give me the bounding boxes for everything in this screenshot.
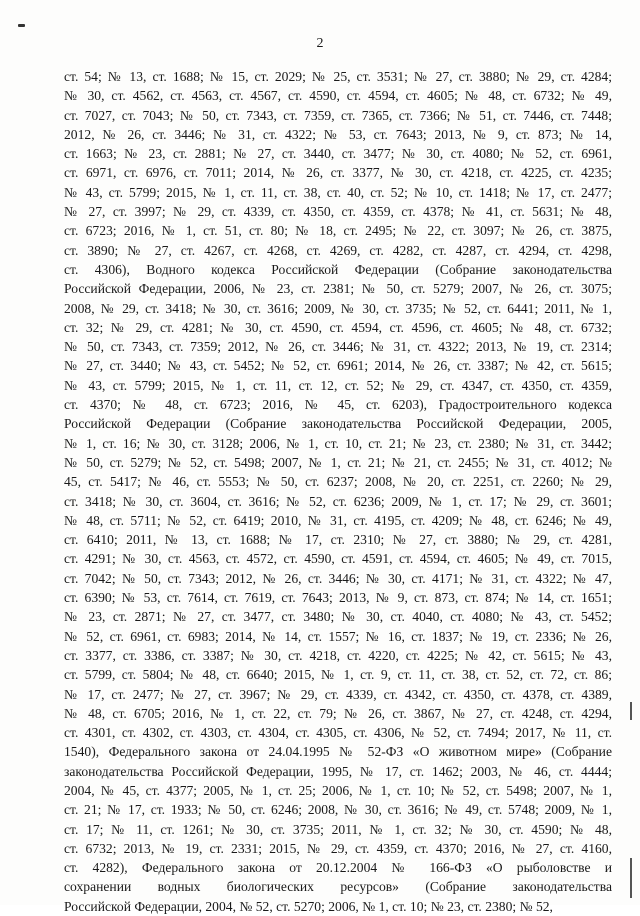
text-line: ст. 3377, ст. 3386, ст. 3387; № 30, ст. 4218, ст. 4220, ст. 4225; № 42, ст. 5615; № 43, (64, 647, 612, 663)
text-line: ст. 3890; № 27, ст. 4267, ст. 4268, ст. 4269, ст. 4282, ст. 4287, ст. 4294, ст. 4298, (64, 242, 612, 258)
text-line: ст. 54; № 13, ст. 1688; № 15, ст. 2029; № 25, ст. 3531; № 27, ст. 3880; № 29, ст. 4284; (64, 69, 612, 84)
text-line: ст. 4370; № 48, ст. 6723; 2016, № 45, ст. 6203), Градостроительного кодекса (64, 397, 612, 413)
text-line: ст. 32; № 29, ст. 4281; № 30, ст. 4590, ст. 4594, ст. 4596, ст. 4605; № 48, ст. 6732; (64, 319, 612, 335)
text-line: № 48, ст. 6705; 2016, № 1, ст. 22, ст. 79; № 26, ст. 3867, № 27, ст. 4248, ст. 4294, (64, 705, 612, 721)
text-line: Российской Федерации (Собрание законодательства Российской Федерации, 2005, (64, 416, 612, 432)
text-line: № 43, ст. 5799; 2015, № 1, ст. 11, ст. 38, ст. 40, ст. 52; № 10, ст. 1418; № 17, ст. 2477; (64, 184, 612, 200)
text-line: № 50, ст. 7343, ст. 7359; 2012, № 26, ст. 3446; № 31, ст. 4322; 2013, № 19, ст. 2314; (64, 339, 612, 355)
text-line: ст. 1663; № 23, ст. 2881; № 27, ст. 3440, ст. 3477; № 30, ст. 4080; № 52, ст. 6961, (64, 146, 612, 162)
scan-edge-mark (630, 702, 632, 720)
page-number: 2 (316, 36, 324, 51)
text-line: ст. 7027, ст. 7043; № 50, ст. 7343, ст. 7359, ст. 7365, ст. 7366; № 51, ст. 7446, ст. 7448; (64, 107, 612, 123)
text-line: № 48, ст. 5711; № 52, ст. 6419; 2010, № 31, ст. 4195, ст. 4209; № 48, ст. 6246; № 49, (64, 512, 612, 528)
text-line: ст. 4291; № 30, ст. 4563, ст. 4572, ст. 4590, ст. 4591, ст. 4594, ст. 4605; № 49, ст. 7015, (64, 551, 612, 567)
text-line: 2004, № 45, ст. 4377; 2005, № 1, ст. 25; 2006, № 1, ст. 10; № 52, ст. 5498; 2007, № 1, (64, 782, 612, 798)
text-line: ст. 21; № 17, ст. 1933; № 50, ст. 6246; 2008, № 30, ст. 3616; № 49, ст. 5748; 2009, № 1, (64, 802, 612, 818)
text-line: ст. 4301, ст. 4302, ст. 4303, ст. 4304, ст. 4305, ст. 4306, № 52, ст. 7494; 2017, № 11, ст. (64, 725, 612, 741)
text-line: сохранении водных биологических ресурсов» (Собрание законодательства (64, 879, 612, 895)
text-line: № 43, ст. 5799; 2015, № 1, ст. 11, ст. 12, ст. 52; № 29, ст. 4347, ст. 4350, ст. 4359, (64, 377, 612, 393)
text-line: № 27, ст. 3440; № 43, ст. 5452; № 52, ст. 6961; 2014, № 26, ст. 3387; № 42, ст. 5615; (64, 358, 612, 374)
text-line: 2008, № 29, ст. 3418; № 30, ст. 3616; 2009, № 30, ст. 3735; № 52, ст. 6441; 2011, № 1, (64, 300, 612, 316)
text-line: ст. 7042; № 50, ст. 7343; 2012, № 26, ст. 3446; № 30, ст. 4171; № 31, ст. 4322; № 47, (64, 570, 612, 586)
text-line: 1540), Федерального закона от 24.04.1995 № 52-ФЗ «О животном мире» (Собрание (64, 744, 612, 760)
text-line: законодательства Российской Федерации, 1995, № 17, ст. 1462; 2003, № 46, ст. 4444; (64, 763, 612, 779)
text-line: ст. 6410; 2011, № 13, ст. 1688; № 17, ст. 2310; № 27, ст. 3880; № 29, ст. 4281, (64, 532, 612, 548)
text-line: № 23, ст. 2871; № 27, ст. 3477, ст. 3480; № 30, ст. 4040, ст. 4080; № 43, ст. 5452; (64, 609, 612, 625)
text-line: ст. 6390; № 53, ст. 7614, ст. 7619, ст. 7643; 2013, № 9, ст. 873, ст. 874; № 14, ст. 1651; (64, 590, 612, 606)
text-line: № 52, ст. 6961, ст. 6983; 2014, № 14, ст. 1557; № 16, ст. 1837; № 19, ст. 2336; № 26, (64, 628, 612, 644)
text-line: № 1, ст. 16; № 30, ст. 3128; 2006, № 1, ст. 10, ст. 21; № 23, ст. 2380; № 31, ст. 3442; (64, 435, 612, 451)
text-line: № 30, ст. 4562, ст. 4563, ст. 4567, ст. 4590, ст. 4594, ст. 4605; № 48, ст. 6732; № 49, (64, 88, 612, 104)
text-line: ст. 17; № 11, ст. 1261; № 30, ст. 3735; 2011, № 1, ст. 32; № 30, ст. 4590; № 48, (64, 821, 612, 837)
scan-artifact-mark (18, 24, 25, 27)
text-line: № 27, ст. 3997; № 29, ст. 4339, ст. 4350, ст. 4359, ст. 4378; № 41, ст. 5631; № 48, (64, 204, 612, 220)
text-line: 45, ст. 5417; № 46, ст. 5553; № 50, ст. 6237; 2008, № 20, ст. 2251, ст. 2260; № 29, (64, 474, 612, 490)
text-line: Российской Федерации, 2006, № 23, ст. 2381; № 50, ст. 5279; 2007, № 26, ст. 3075; (64, 281, 612, 297)
text-line: Российской Федерации, 2004, № 52, ст. 5270; 2006, № 1, ст. 10; № 23, ст. 2380; № 52, (64, 898, 553, 914)
text-line: № 17, ст. 2477; № 27, ст. 3967; № 29, ст. 4339, ст. 4342, ст. 4350, ст. 4378, ст. 4389, (64, 686, 612, 702)
scan-edge-mark (630, 858, 632, 898)
text-line: № 50, ст. 5279; № 52, ст. 5498; 2007, № 1, ст. 21; № 21, ст. 2455; № 31, ст. 4012; № (64, 454, 612, 470)
document-body-text (64, 67, 612, 916)
text-line: ст. 4282), Федерального закона от 20.12.2004 № 166-ФЗ «О рыболовстве и (64, 860, 612, 876)
text-line: ст. 5799, ст. 5804; № 48, ст. 6640; 2015, № 1, ст. 9, ст. 11, ст. 38, ст. 52, ст. 72, ст. 86; (64, 667, 612, 683)
text-line: ст. 6732; 2013, № 19, ст. 2331; 2015, № 29, ст. 4359, ст. 4370; 2016, № 27, ст. 4160, (64, 840, 612, 856)
text-line: ст. 3418; № 30, ст. 3604, ст. 3616; № 52, ст. 6236; 2009, № 1, ст. 17; № 29, ст. 3601; (64, 493, 612, 509)
text-line: ст. 6723; 2016, № 1, ст. 51, ст. 80; № 18, ст. 2495; № 22, ст. 3097; № 26, ст. 3875, (64, 223, 612, 239)
text-line: ст. 6971, ст. 6976, ст. 7011; 2014, № 26, ст. 3377, № 30, ст. 4218, ст. 4225, ст. 4235; (64, 165, 612, 181)
text-line: 2012, № 26, ст. 3446; № 31, ст. 4322; № 53, ст. 7643; 2013, № 9, ст. 873; № 14, (64, 126, 612, 142)
text-line: ст. 4306), Водного кодекса Российской Федерации (Собрание законодательства (64, 261, 612, 277)
